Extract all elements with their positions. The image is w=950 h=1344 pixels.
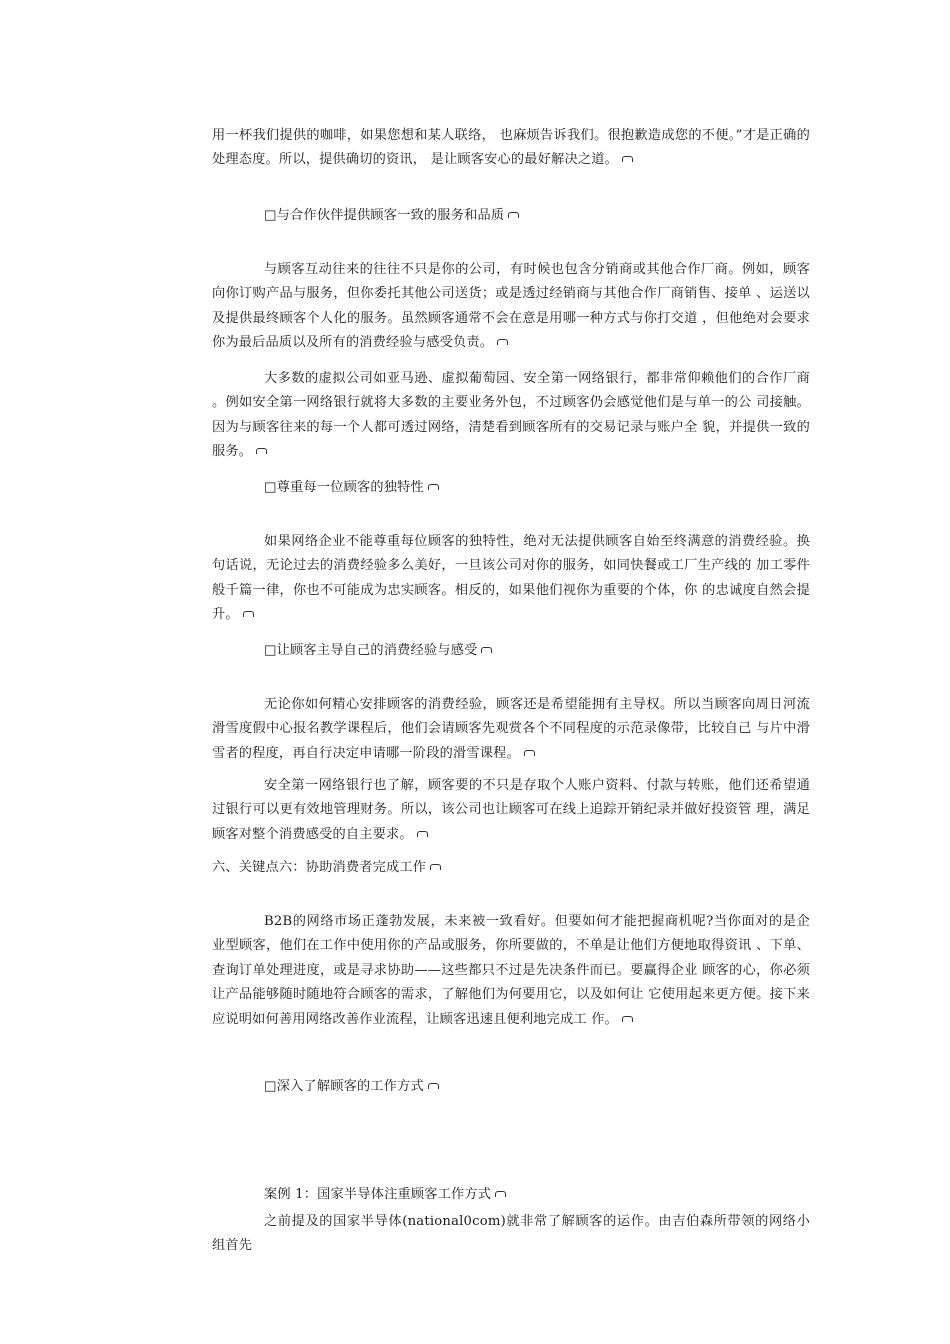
paragraph-mark-icon bbox=[243, 611, 254, 617]
paragraph-2: 与顾客互动往来的往往不只是你的公司，有时候也包含分销商或其他合作厂商。例如，顾客 向你订购产品与服务，但你委托其他公司送货；或是透过经销商与其他合作厂商销售、接单 、运送以及提供最终顾客个人化的服务。虽然顾客通常不会在意是用哪一种方式与你打交道 ，但他绝对会要求你为最后品质以及所有的消费经验与感受负责。 bbox=[212, 262, 810, 351]
heading-respect-uniqueness: □尊重每一位顾客的独特性 bbox=[264, 476, 810, 500]
paragraph-mark-icon bbox=[524, 750, 535, 756]
paragraph-mark-icon bbox=[497, 339, 508, 345]
paragraph-mark-icon bbox=[481, 647, 492, 653]
paragraph-mark-icon bbox=[430, 864, 441, 870]
paragraph-mark-icon bbox=[495, 1191, 506, 1197]
paragraph-mark-icon bbox=[256, 448, 267, 454]
paragraph-mark-icon bbox=[508, 212, 519, 218]
paragraph-mark-icon bbox=[417, 831, 428, 837]
heading-understand-work: □深入了解顾客的工作方式 bbox=[264, 1075, 810, 1099]
paragraph-8: 之前提及的国家半导体(national0com)就非常了解顾客的运作。由吉伯森所带领的网络小 组首先 bbox=[212, 1214, 810, 1254]
heading-partner-consistency: □与合作伙伴提供顾客一致的服务和品质 bbox=[264, 204, 810, 228]
paragraph-mark-icon bbox=[622, 156, 633, 162]
paragraph-5: 无论你如何精心安排顾客的消费经验，顾客还是希望能拥有主导权。所以当顾客向周日河流 滑雪度假中心报名教学课程后，他们会请顾客先观赏各个不同程度的示范录像带，比较自己 与片中滑雪者的程度，再自行决定申请哪一阶段的滑雪课程。 bbox=[212, 697, 810, 761]
paragraph-6: 安全第一网络银行也了解，顾客要的不只是存取个人账户资料、付款与转账，他们还希望通 过银行可以更有效地管理财务。所以，该公司也让顾客可在线上追踪开销纪录并做好投资管 理，满足顾客对整个消费感受的自主要求。 bbox=[212, 778, 810, 842]
paragraph-mark-icon bbox=[428, 1083, 439, 1089]
paragraph-1: 用一杯我们提供的咖啡，如果您想和某人联络， 也麻烦告诉我们。很抱歉造成您的不便。”才是正确的处理态度。所以，提供确切的资讯， 是让顾客安心的最好解决之道。 bbox=[212, 128, 810, 168]
paragraph-3: 大多数的虚拟公司如亚马逊、虚拟葡萄园、安全第一网络银行，都非常仰赖他们的合作厂商 。例如安全第一网络银行就将大多数的主要业务外包，不过顾客仍会感觉他们是与单一的公 司接触。因为与顾客往来的每一个人都可透过网络，清楚看到顾客所有的交易记录与账户全 貌，并提供一致的服务。 bbox=[212, 371, 810, 460]
heading-customer-control: □让顾客主导自己的消费经验与感受 bbox=[264, 639, 810, 663]
case-heading-1: 案例 1：国家半导体注重顾客工作方式 bbox=[264, 1183, 810, 1207]
paragraph-4: 如果网络企业不能尊重每位顾客的独特性，绝对无法提供顾客自始至终满意的消费经验。换 句话说，无论过去的消费经验多么美好，一旦该公司对你的服务，如同快餐或工厂生产线的 加工零件般千篇一律，你也不可能成为忠实顾客。相反的，如果他们视你为重要的个体，你 的忠诚度自然会提升。 bbox=[212, 534, 810, 623]
paragraph-7: B2B的网络市场正蓬勃发展，未来被一致看好。但要如何才能把握商机呢?当你面对的是企 业型顾客，他们在工作中使用你的产品或服务，你所要做的，不单是让他们方便地取得资讯 、下单、查询订单处理进度，或是寻求协助——这些都只不过是先决条件而已。要赢得企业 顾客的心，你必须让产品能够随时随地符合顾客的需求，了解他们为何要用它，以及如何让 它使用起来更方便。接下来应说明如何善用网络改善作业流程，让顾客迅速且便利地完成工 作。 bbox=[212, 914, 810, 1027]
paragraph-mark-icon bbox=[428, 484, 439, 490]
section-heading-key-point-6: 六、关键点六：协助消费者完成工作 bbox=[212, 856, 810, 880]
paragraph-mark-icon bbox=[622, 1016, 633, 1022]
